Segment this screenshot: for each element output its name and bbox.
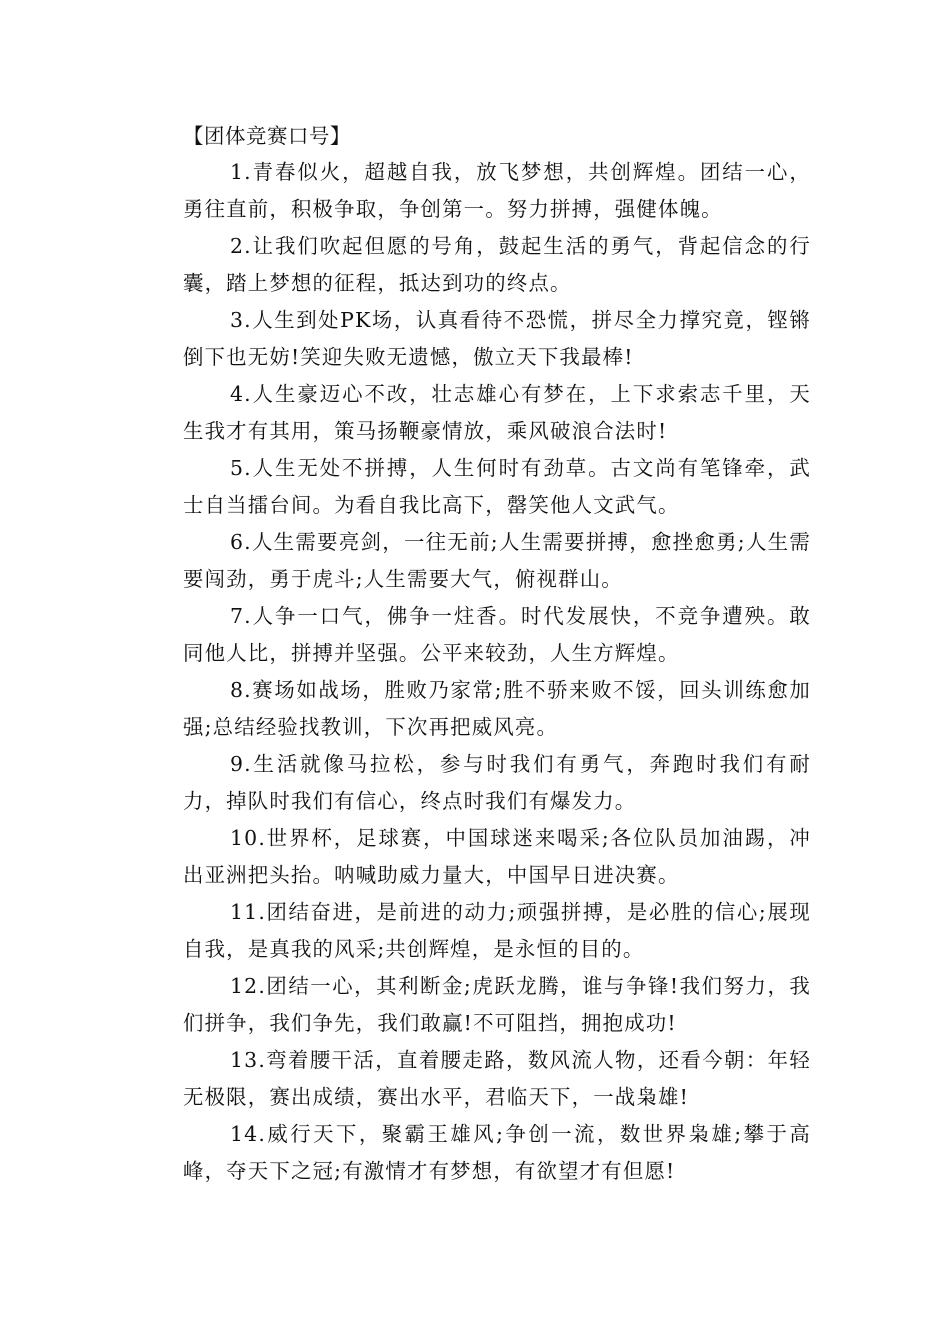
slogan-item-3: 3.人生到处PK场，认真看待不恐慌，拼尽全力撑究竟，铿锵倒下也无妨!笑迎失败无遗憾，傲立天下我最棒!: [183, 308, 811, 369]
slogan-item-14: 14.威行天下，聚霸王雄风;争创一流，数世界枭雄;攀于高峰，夺天下之冠;有激情才有梦想，有欲望才有但愿!: [183, 1122, 811, 1183]
slogan-item-5: 5.人生无处不拼搏，人生何时有劲草。古文尚有笔锋牵，武士自当擂台间。为看自我比高下，罄笑他人文武气。: [183, 456, 811, 517]
slogan-item-10: 10.世界杯，足球赛，中国球迷来喝采;各位队员加油踢，冲出亚洲把头抬。呐喊助威力量大，中国早日进决赛。: [183, 826, 811, 887]
slogan-item-12: 12.团结一心，其利断金;虎跃龙腾，谁与争锋!我们努力，我们拼争，我们争先，我们敢赢!不可阻挡，拥抱成功!: [183, 974, 811, 1035]
slogan-item-13: 13.弯着腰干活，直着腰走路，数风流人物，还看今朝：年轻无极限，赛出成绩，赛出水平，君临天下，一战枭雄!: [183, 1048, 811, 1109]
slogan-item-11: 11.团结奋进，是前进的动力;顽强拼搏，是必胜的信心;展现自我，是真我的风采;共创辉煌，是永恒的目的。: [183, 900, 811, 961]
document-body: [183, 118, 811, 1190]
slogan-item-1: 1.青春似火，超越自我，放飞梦想，共创辉煌。团结一心，勇往直前，积极争取，争创第一。努力拼搏，强健体魄。: [183, 160, 811, 221]
slogan-item-7: 7.人争一口气，佛争一炷香。时代发展快，不竞争遭殃。敢同他人比，拼搏并坚强。公平来较劲，人生方辉煌。: [183, 604, 811, 665]
slogan-item-2: 2.让我们吹起但愿的号角，鼓起生活的勇气，背起信念的行囊，踏上梦想的征程，抵达到功的终点。: [183, 234, 811, 295]
slogan-item-6: 6.人生需要亮剑，一往无前;人生需要拼搏，愈挫愈勇;人生需要闯劲，勇于虎斗;人生需要大气，俯视群山。: [183, 530, 811, 591]
slogan-item-9: 9.生活就像马拉松，参与时我们有勇气，奔跑时我们有耐力，掉队时我们有信心，终点时我们有爆发力。: [183, 752, 811, 813]
slogan-item-8: 8.赛场如战场，胜败乃家常;胜不骄来败不馁，回头训练愈加强;总结经验找教训，下次再把威风亮。: [183, 678, 811, 739]
section-title: 【团体竞赛口号】: [183, 124, 351, 148]
slogan-item-4: 4.人生豪迈心不改，壮志雄心有梦在，上下求索志千里，天生我才有其用，策马扬鞭豪情放，乘风破浪合法时!: [183, 382, 811, 443]
